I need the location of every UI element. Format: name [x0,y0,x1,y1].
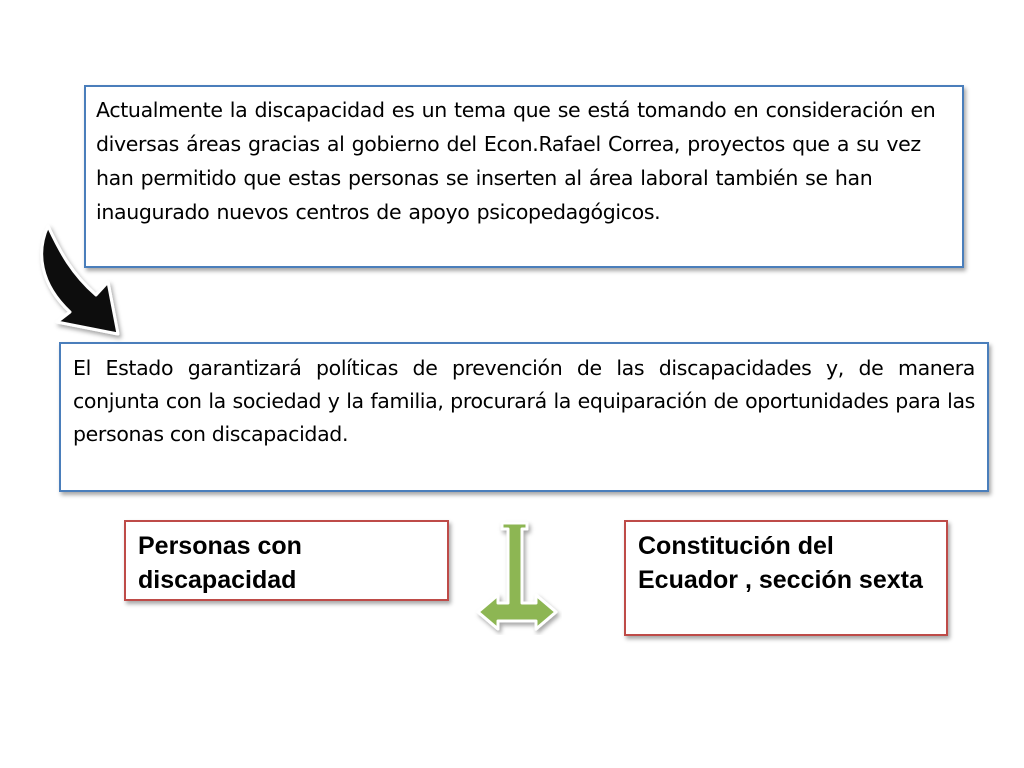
up-down-double-arrow-icon [472,515,562,635]
context-text-box [84,85,964,268]
ecuador-constitution-label: Constitución del Ecuador , sección sexta [638,532,923,594]
persons-with-disability-label: Personas con discapacidad [138,532,302,594]
constitution-article-text: El Estado garantizará políticas de prevención de las discapacidades y, de manera conjunta con la sociedad y la familia, procurará la equiparación de oportunidades para las personas con discapacidad. [73,356,975,446]
persons-with-disability-box [124,520,449,601]
context-text: Actualmente la discapacidad es un tema que se está tomando en consideración en diversas áreas gracias al gobierno del Econ.Rafael Correa, proyectos que a su vez han permitido que estas personas se inserten al área laboral también se han inaugurado nuevos centros de apoyo psicopedagógicos. [96,98,936,224]
curved-down-arrow-icon [30,222,130,352]
ecuador-constitution-box [624,520,948,636]
constitution-article-box [59,342,989,492]
